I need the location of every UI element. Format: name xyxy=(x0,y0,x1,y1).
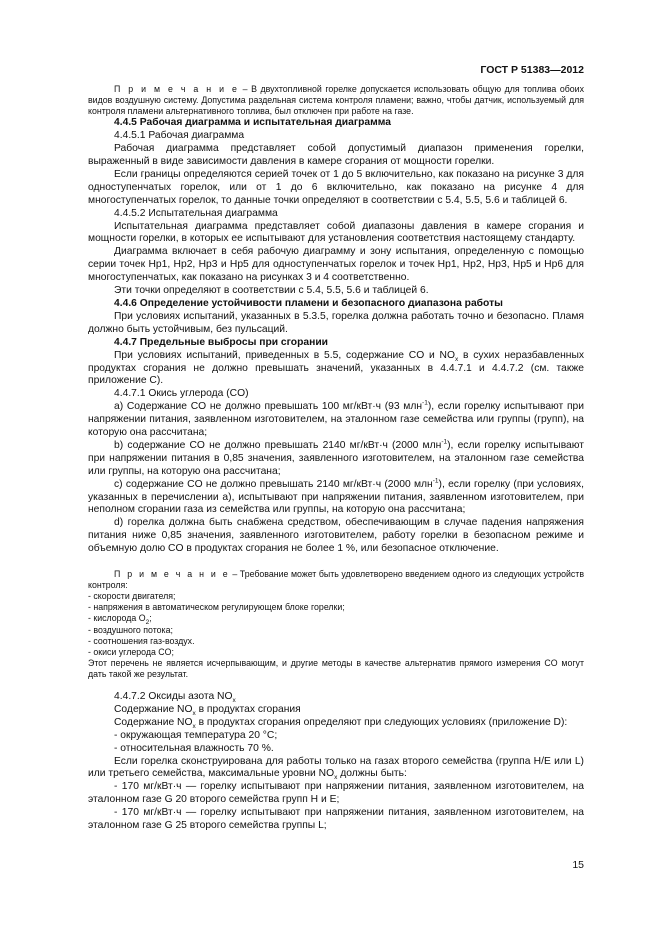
list-item-b xyxy=(88,440,584,479)
text-run: в продуктах сгорания определяют при следующих условиях (приложение D): xyxy=(195,716,568,728)
text-run: ; xyxy=(149,613,152,624)
note-list-item: - соотношения газ-воздух. xyxy=(88,635,195,646)
note-control-devices xyxy=(88,569,584,680)
text-run: в продуктах сгорания xyxy=(195,703,301,715)
text-run: ), если горелку (при условиях, указанных в перечислении a), испытывают при напряжении питания, заявленном изготовителем, при неполном сгорании газа из семейства или группы, на которую она рассчитана; xyxy=(88,478,585,516)
text-run: ), если горелку испытывают при напряжении питания, заявленном изготовителем, на эталонном газе семейства или группы (групп), на которую она рассчитана; xyxy=(88,401,584,439)
paragraph: - окружающая температура 20 °С; xyxy=(114,729,278,741)
paragraph: Рабочая диаграмма представляет собой допустимый диапазон применения горелки, выраженный в виде зависимости давления в камере сгорания от мощности горелки. xyxy=(88,143,584,167)
text-run: ), если горелку испытывают при напряжении питания в 0,85 значения, заявленного изготовителем, на эталонном газе семейства или группы, на которую она рассчитана; xyxy=(88,439,584,477)
superscript: -1 xyxy=(432,477,439,485)
page-body xyxy=(88,84,584,833)
note-label: П р и м е ч а н и е xyxy=(114,569,230,580)
text-run: c) содержание CO не должно превышать 2140 мг/кВт·ч (2000 млн xyxy=(114,478,433,490)
section-4-4-7-title: 4.4.7 Предельные выбросы при сгорании xyxy=(114,336,328,348)
paragraph xyxy=(88,756,584,782)
note-label: П р и м е ч а н и е xyxy=(114,84,240,94)
text-run: Если горелка сконструирована для работы только на газах второго семейства (группа H/E или L) или третьего семейства, максимальные уровни NO xyxy=(88,755,584,780)
note-tail: Этот перечень не является исчерпывающим, и другие методы в качестве альтернатив прямого измерения CO могут дать такой же результат. xyxy=(88,657,584,679)
note-list-item: - напряжения в автоматическом регулирующем блоке горелки; xyxy=(88,602,345,613)
superscript: -1 xyxy=(441,438,448,446)
section-4-4-5-title: 4.4.5 Рабочая диаграмма и испытательная диаграмма xyxy=(114,117,391,129)
section-4-4-5-2-title: 4.4.5.2 Испытательная диаграмма xyxy=(114,207,278,219)
section-4-4-5-1-title: 4.4.5.1 Рабочая диаграмма xyxy=(114,130,245,142)
subscript: x xyxy=(192,709,196,717)
paragraph: - 170 мг/кВт·ч — горелку испытывают при напряжении питания, заявленном изготовителем, на эталонном газе G 25 второго семейства группы L; xyxy=(88,807,584,832)
text-run: - кислорода O xyxy=(88,613,146,624)
paragraph: При условиях испытаний, указанных в 5.3.5, горелка должна работать точно и безопасно. Пламя должно быть устойчивым, без пульсаций. xyxy=(88,310,584,335)
paragraph: Испытательная диаграмма представляет собой диапазоны давления в камере сгорания и мощности горелки, в которых ее испытывают для установления соответствия настоящему стандарту. xyxy=(88,220,584,245)
document-header: ГОСТ Р 51383—2012 xyxy=(480,64,584,76)
paragraph: - относительная влажность 70 %. xyxy=(114,742,274,754)
subscript: x xyxy=(192,722,196,730)
text-run: Содержание NO xyxy=(114,703,193,715)
list-item-c xyxy=(88,479,584,518)
paragraph: Эти точки определяют в соответствии с 5.4, 5.5, 5.6 и таблицей 6. xyxy=(114,285,429,297)
note-list-item: - скорости двигателя; xyxy=(88,591,176,602)
text-run: 4.4.7.2 Оксиды азота NO xyxy=(114,691,233,703)
paragraph: Если границы определяются серией точек от 1 до 5 включительно, как показано на рисунке 3 для одноступенчатых горелок, или от 1 до 6 включительно, как показано на рисунке 4 для многоступенчатых горелок, то данные точки определяют в соответствии с 5.4, 5.5, 5.6 и таблицей 6. xyxy=(88,168,584,206)
subscript: x xyxy=(454,355,459,363)
superscript: -1 xyxy=(422,399,428,407)
text-run: b) содержание CO не должно превышать 2140 мг/кВт·ч (2000 млн xyxy=(114,439,442,451)
note-list-item: - воздушного потока; xyxy=(88,624,173,635)
section-4-4-7-2-title xyxy=(88,691,584,704)
paragraph: Диаграмма включает в себя рабочую диаграмму и зону испытания, определенную с помощью серии точек Hp1, Hp2, Hp3 и Hp5 для одноступенчатых горелок и точек Hp1, Hp2, Hp3, Hp5 и Hp6 для многоступенчатых, как показано на рисунках 3 и 4 соответственно. xyxy=(88,246,584,284)
text-run: Содержание NO xyxy=(114,716,193,728)
list-item-a xyxy=(88,401,584,440)
subscript: 2 xyxy=(145,619,150,627)
note-text: – Требование может быть удовлетворено введением одного из следующих устройств контроля: xyxy=(88,569,584,591)
section-4-4-6-title: 4.4.6 Определение устойчивости пламени и безопасного диапазона работы xyxy=(114,297,503,309)
paragraph xyxy=(88,717,584,730)
paragraph xyxy=(88,350,584,389)
text-run: должны быть: xyxy=(337,768,407,780)
note-dual-fuel xyxy=(88,84,584,117)
page-number: 15 xyxy=(572,859,584,871)
text-run: в сухих неразбавленных продуктах сгорания не должно превышать значений, указанных в 4.4.7.1 и 4.4.7.2 (см. также приложение C). xyxy=(88,349,584,387)
paragraph xyxy=(88,704,584,717)
subscript: x xyxy=(232,697,236,705)
note-list-item: - окиси углерода CO; xyxy=(88,646,174,657)
note-list-item xyxy=(88,613,584,627)
paragraph: - 170 мг/кВт·ч — горелку испытывают при напряжении питания, заявленном изготовителем, на эталонном газе G 20 второго семейства групп H и E; xyxy=(88,781,584,806)
subscript: x xyxy=(334,774,338,782)
list-item-d: d) горелка должна быть снабжена средством, обеспечивающим в случае падения напряжения питания ниже 0,85 значения, заявленного изготовителем, работу горелки в безопасном режиме и объемную долю CO в продуктах сгорания не более 1 %, или безопасное отключение. xyxy=(88,517,584,555)
text-run: a) Содержание CO не должно превышать 100 мг/кВт·ч (93 млн xyxy=(114,401,423,413)
section-4-4-7-1-title: 4.4.7.1 Окись углерода (CO) xyxy=(114,388,249,400)
note-text: – В двухтопливной горелке допускается использовать общую для топлива обоих видов воздушную систему. Допустима раздельная система контроля пламени; важно, чтобы датчик, используемый для контроля пламени альтернативного топлива, был отключен при работе на газе. xyxy=(88,84,584,117)
text-run: При условиях испытаний, приведенных в 5.5, содержание CO и NO xyxy=(114,349,455,361)
